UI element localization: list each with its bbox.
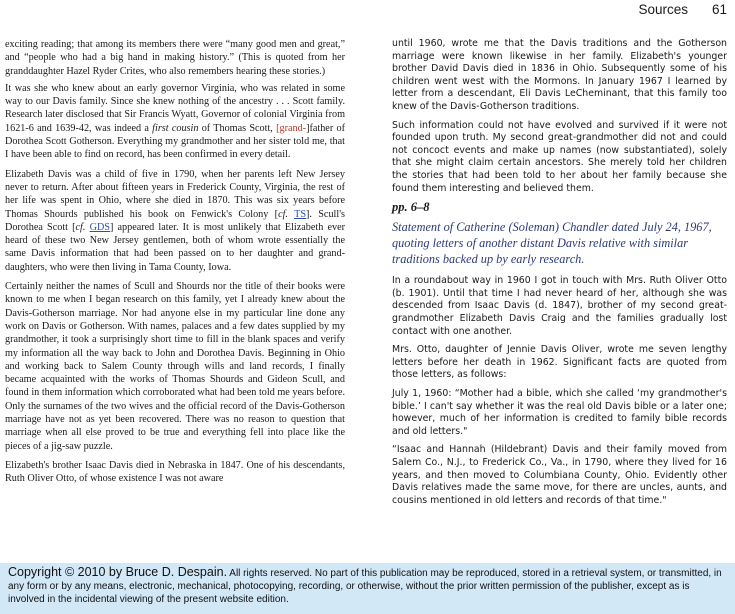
section-title: Sources	[638, 2, 688, 17]
copyright-footer	[0, 563, 735, 614]
paragraph: exciting reading; that among its members there were “many good men and great,” and “people who had a big hand in making history.” (This is quoted from her granddaughter Hazel Ryder Crites, who also remembers hearing these stories.)	[5, 39, 345, 77]
right-column	[392, 38, 727, 513]
editorial-link[interactable]: [grand-	[276, 122, 307, 134]
left-column	[5, 38, 345, 492]
paragraph: until 1960, wrote me that the Davis traditions and the Gotherson marriage were known likewise in her family. Elizabeth's younger brother David Davis died in 1836 in Ohio. Subsequently some of his children went west with the Mormons. In January 1967 I learned by letter from a descendant, Eli Davis LeCheminant, that this family too knew of the Davis-Gotherson traditions.	[392, 38, 727, 112]
quote: “Isaac and Hannah (Hildebrant) Davis and their family moved from Salem Co., N.J., to Frederick Co., Va., in 1790, where they lived for 16 years, and then moved to Columbiana County, Ohio. Evidently other Davis relatives made the same move, for there are uncles, aunts, and cousins mentioned in old letters and records of that time."	[392, 444, 727, 506]
paragraph: Mrs. Otto, daughter of Jennie Davis Oliver, wrote me seven lengthy letters before her death in 1962. Significant facts are quoted from those letters, as follows:	[392, 344, 727, 381]
paragraph: It was she who knew about an early governor Virginia, who was related in some way to our Davis family. Since she knew nothing of the ancestry . . . Scott family. Research later disclosed that Sir Francis Wyatt, Governor of colonial Virginia from 1621-6 and 1639-42, was indeed a first cousin of Thomas Scott, [grand-]father of Dorothea Scott Gotherson. Everything my grandmother and her sister told me, that I have been able to find on record, has been confirmed in every detail.	[5, 82, 345, 161]
paragraph: Elizabeth Davis was a child of five in 1790, when her parents left New Jersey never to return. After about fifteen years in Frederick County, Virginia, the rest of her life was spent in Ohio, where she died in 1870. This was six years before Thomas Shourds published his book on Fenwick's Colony [cf. TS]. Scull's Dorothea Scott [cf. GDS] appeared later. It is most unlikely that Elizabeth ever heard of these two New Jersey gentlemen, both of whom wrote essentially the same Davis information that had been passed on to her daughter and grand-daughters, who were then living in Tama County, Iowa.	[5, 168, 345, 273]
gds-link[interactable]: GDS	[89, 221, 110, 233]
paragraph: Certainly neither the names of Scull and Shourds nor the title of their books were known to me when I began research on this family, yet I already knew about the Davis-Gotherson marriage. Nor had anyone else in my particular line done any work on Davis or Gotherson. With names, palaces and a few dates supplied by my grandmother, it took a surprisingly short time to fill in the blank spaces and verify my information all the way back to John and Dorothea Davis. Beginning in Ohio and working back to Salem County through wills and land records, I finally became acquainted with the works of Thomas Shourds and Gideon Scull, and found in them information which corroborated what had been told me years before. Only the surnames of the two wives and the official record of the Davis-Gotherson marriage have not as yet been recovered. There was no reason to question that marriage when all else proved to be true and everything fell into place like the pieces of a jig-saw puzzle.	[5, 281, 345, 452]
rights-text: All rights reserved. No part of this publication may be reproduced, stored in a retrieval system, or transmitted, in any form or by any means, electronic, mechanical, photocopying, recording, or otherwise, without the prior written permission of the publisher, except as is involved in the incidental viewing of the present website edition.	[8, 568, 722, 605]
quote: July 1, 1960: “Mother had a bible, which she called ‘my grandmother's bible.’ I can't say whether it was the real old Davis bible or a later one; however, much of her information is credited to family bible records and old letters."	[392, 387, 727, 437]
page-number: 61	[711, 2, 727, 17]
paragraph: Elizabeth's brother Isaac Davis died in Nebraska in 1847. One of his descendants, Ruth Oliver Otto, of whose existence I was not aware	[5, 459, 345, 485]
paragraph: In a roundabout way in 1960 I got in touch with Mrs. Ruth Oliver Otto (b. 1901). Until that time I had never heard of her, although she was descended from Isaac Davis (d. 1847), brother of my second great-grandmother Elizabeth Davis Craig and the families gradually lost contact with one another.	[392, 275, 727, 337]
section-heading: pp. 6–8	[392, 200, 430, 215]
paragraph: Such information could not have evolved and survived if it were not founded upon truth. My second great-grandmother did not and could not concoct events and make up names (now substantiated), solely that she might claim certain ancestors. She merely told her children the stories that had been told to her about her family because she found them interesting and believed them.	[392, 119, 727, 194]
page-header	[0, 0, 735, 22]
statement-title: Statement of Catherine (Soleman) Chandler dated July 24, 1967, quoting letters of another distant Davis relative with similar traditions backed up by early research.	[392, 220, 712, 266]
ts-link[interactable]: TS	[294, 208, 306, 220]
copyright-notice: Copyright © 2010 by Bruce D. Despain.	[8, 565, 228, 579]
